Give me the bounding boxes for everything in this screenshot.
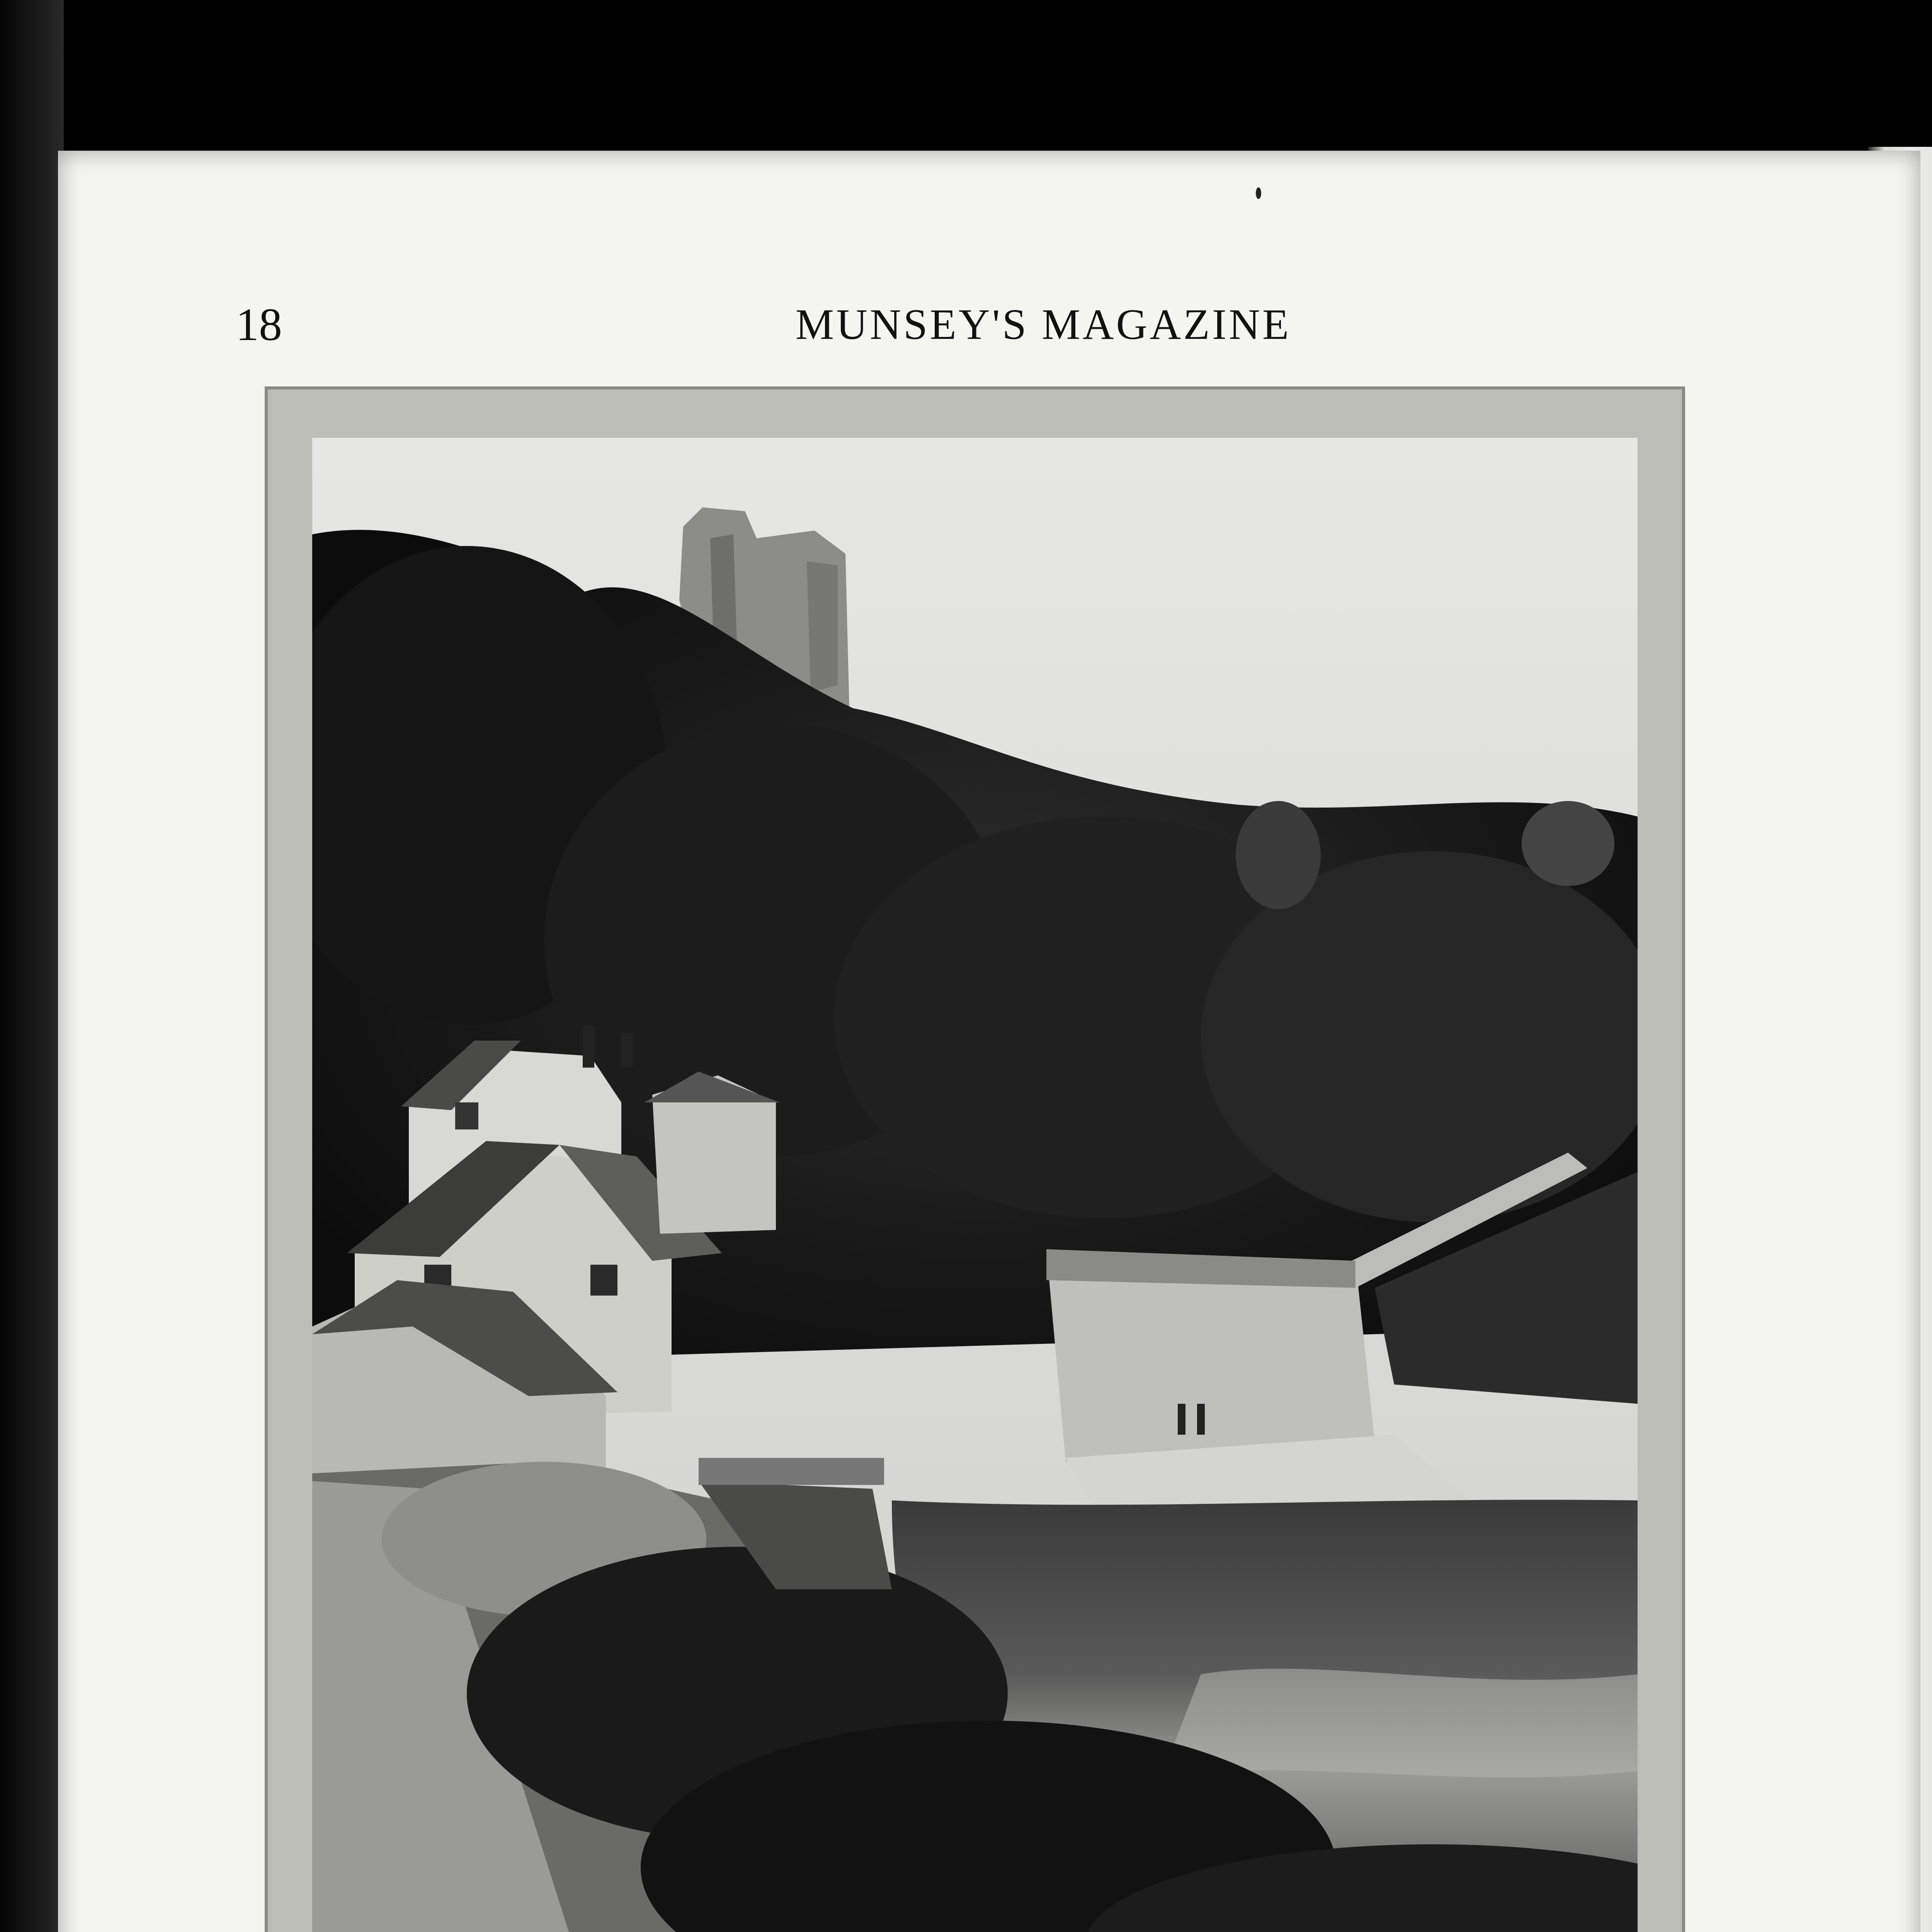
castle-photograph-illustration [312, 438, 1638, 1932]
castle-photograph [312, 438, 1638, 1932]
magazine-page [58, 151, 1920, 1932]
print-fleck [1256, 187, 1261, 199]
running-head [58, 286, 1920, 363]
photo-mount [265, 386, 1685, 1932]
magazine-title: MUNSEY'S MAGAZINE [795, 301, 1291, 349]
page-number: 18 [236, 299, 282, 350]
scan-edge-shadow [0, 0, 64, 1932]
